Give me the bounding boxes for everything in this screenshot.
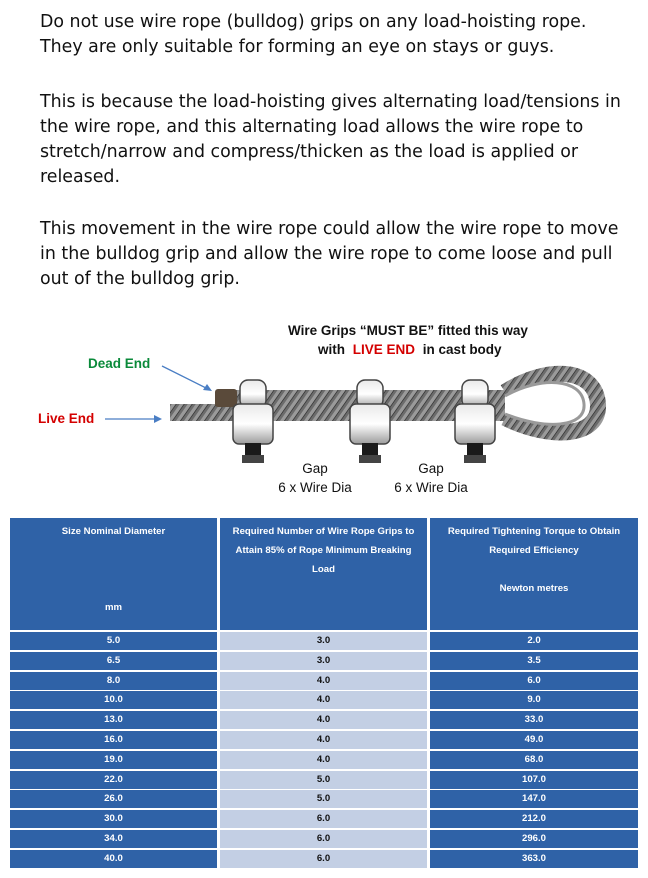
- caption-with: with: [318, 342, 345, 357]
- cell-torque: 3.5: [430, 652, 638, 670]
- cell-grips: 4.0: [220, 751, 427, 769]
- gap-title: Gap: [418, 461, 444, 476]
- cell-grips: 4.0: [220, 691, 427, 709]
- header-line: [430, 560, 638, 579]
- cell-size: 13.0: [10, 711, 217, 729]
- paragraph-line: out of the bulldog grip.: [40, 269, 240, 289]
- cell-torque: 107.0: [430, 771, 638, 789]
- header-line: [10, 560, 217, 579]
- caption-tail: in cast body: [422, 342, 502, 357]
- cell-size: 30.0: [10, 810, 217, 828]
- header-line: Required Number of Wire Rope Grips to: [232, 526, 415, 537]
- cell-grips: 4.0: [220, 672, 427, 690]
- table-row: [10, 652, 638, 670]
- cell-grips: 3.0: [220, 652, 427, 670]
- paragraph-1: [40, 10, 640, 60]
- cell-size: 22.0: [10, 771, 217, 789]
- header-line: Attain 85% of Rope Minimum Breaking: [235, 545, 412, 556]
- dead-end-arrow: [162, 366, 210, 390]
- header-line: [10, 541, 217, 560]
- cell-size: 8.0: [10, 672, 217, 690]
- table-row: [10, 632, 638, 650]
- diagram-caption-line-1: Wire Grips “MUST BE” fitted this way: [288, 323, 528, 338]
- cell-grips: 5.0: [220, 790, 427, 808]
- cell-size: 34.0: [10, 830, 217, 848]
- cell-torque: 363.0: [430, 850, 638, 868]
- gap-value: 6 x Wire Dia: [278, 480, 352, 495]
- table-row: [10, 731, 638, 749]
- cell-size: 16.0: [10, 731, 217, 749]
- header-line: mm: [104, 602, 123, 613]
- cell-torque: 68.0: [430, 751, 638, 769]
- table-row: [10, 711, 638, 729]
- cell-torque: 33.0: [430, 711, 638, 729]
- cell-grips: 6.0: [220, 810, 427, 828]
- table-row: [10, 771, 638, 789]
- paragraph-line: This is because the load-hoisting gives alternating load/tensions in: [40, 92, 621, 112]
- paragraph-line: the wire rope, and this alternating load allows the wire rope to: [40, 117, 584, 137]
- header-line: Load: [312, 564, 335, 575]
- cell-torque: 49.0: [430, 731, 638, 749]
- cell-grips: 3.0: [220, 632, 427, 650]
- cell-size: 19.0: [10, 751, 217, 769]
- header-size: [10, 518, 217, 630]
- cell-grips: 6.0: [220, 850, 427, 868]
- paragraph-3: [40, 217, 640, 292]
- live-end-arrow-head: [154, 415, 162, 423]
- live-end-label: Live End: [38, 411, 95, 426]
- gap-value: 6 x Wire Dia: [394, 480, 468, 495]
- cell-torque: 296.0: [430, 830, 638, 848]
- cell-grips: 4.0: [220, 731, 427, 749]
- paragraph-line: They are only suitable for forming an eye on stays or guys.: [40, 37, 555, 57]
- thimble: [505, 383, 584, 425]
- cell-grips: 4.0: [220, 711, 427, 729]
- cell-torque: 147.0: [430, 790, 638, 808]
- table-row: [10, 691, 638, 709]
- table-row: [10, 810, 638, 828]
- header-line: Required Tightening Torque to Obtain: [447, 526, 621, 537]
- cell-size: 26.0: [10, 790, 217, 808]
- header-line: Newton metres: [499, 583, 569, 594]
- diagram-caption-line-2: [318, 342, 502, 357]
- cell-torque: 9.0: [430, 691, 638, 709]
- cell-size: 6.5: [10, 652, 217, 670]
- table-row: [10, 672, 638, 690]
- cell-size: 10.0: [10, 691, 217, 709]
- cell-size: 5.0: [10, 632, 217, 650]
- paragraph-2: [40, 90, 640, 190]
- cell-torque: 6.0: [430, 672, 638, 690]
- table-row: [10, 751, 638, 769]
- header-line: Size Nominal Diameter: [61, 526, 166, 537]
- paragraph-line: released.: [40, 167, 120, 187]
- dead-end-tip: [215, 389, 237, 407]
- gap-label-1: [265, 459, 365, 497]
- cell-torque: 2.0: [430, 632, 638, 650]
- paragraph-line: stretch/narrow and compress/thicken as the load is applied or: [40, 142, 578, 162]
- dead-end-label: Dead End: [88, 356, 151, 371]
- header-torque: [430, 518, 638, 630]
- gap-label-2: [381, 459, 481, 497]
- wire-grip-diagram: [0, 318, 648, 503]
- table-row: [10, 790, 638, 808]
- paragraph-line: Do not use wire rope (bulldog) grips on any load-hoisting rope.: [40, 12, 587, 32]
- header-line: Required Efficiency: [489, 545, 579, 556]
- header-line: [10, 579, 217, 598]
- paragraph-line: This movement in the wire rope could allow the wire rope to move: [40, 219, 619, 239]
- wire-grip-table: [10, 518, 638, 866]
- cell-grips: 5.0: [220, 771, 427, 789]
- gap-title: Gap: [302, 461, 328, 476]
- table-row: [10, 850, 638, 868]
- header-grips: [220, 518, 427, 630]
- cell-grips: 6.0: [220, 830, 427, 848]
- cell-torque: 212.0: [430, 810, 638, 828]
- caption-live-end: LIVE END: [352, 342, 416, 357]
- table-row: [10, 830, 638, 848]
- cell-size: 40.0: [10, 850, 217, 868]
- paragraph-line: in the bulldog grip and allow the wire rope to come loose and pull: [40, 244, 613, 264]
